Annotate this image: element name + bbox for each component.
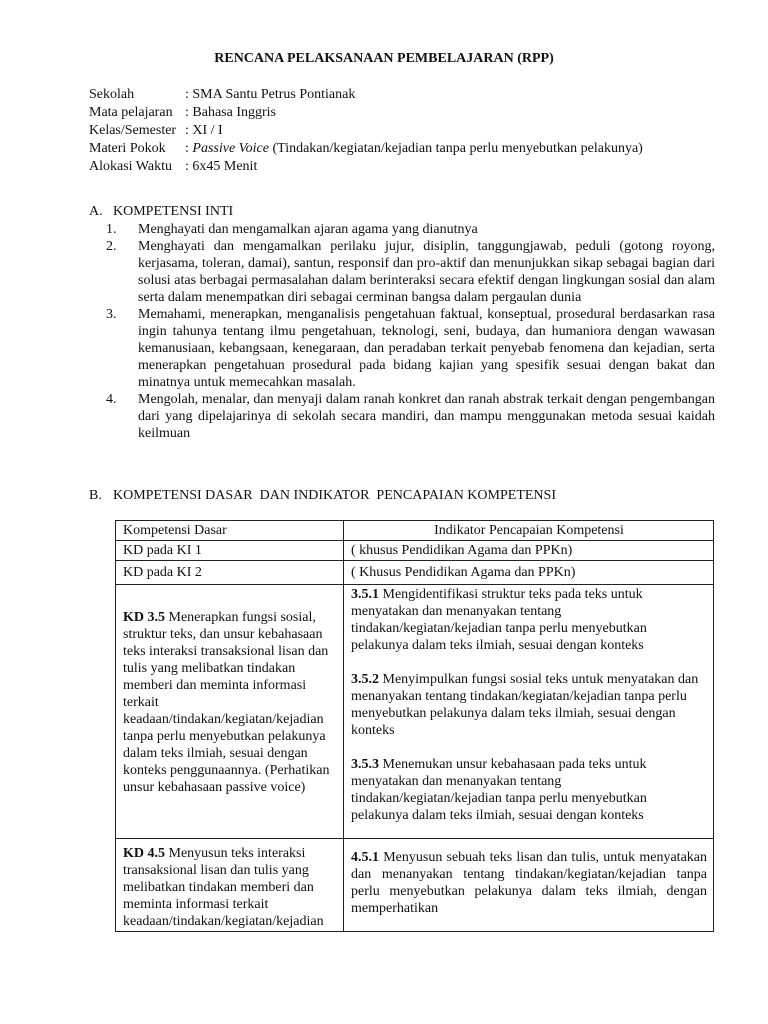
section-heading: A. KOMPETENSI INTI (89, 204, 234, 219)
meta-key: Alokasi Waktu (89, 159, 172, 174)
table-cell: ( Khusus Pendidikan Agama dan PPKn) (344, 561, 714, 585)
indicator-item: 4.5.1 Menyusun sebuah teks lisan dan tulis, untuk menyatakan dan menanyakan tentang tindakan/kegiatan/kejadian tanpa perlu menyebutkan pelakunya dalam teks ilmiah, dengan memperhatikan (351, 850, 707, 916)
meta-row-alokasi-waktu: Alokasi Waktu : 6x45 Menit (89, 159, 258, 174)
meta-row-kelas-semester: Kelas/Semester : XI / I (89, 123, 223, 138)
meta-value-italic: Passive Voice (192, 141, 269, 156)
indicator-item: 3.5.1 Mengidentifikasi struktur teks pada teks untuk menyatakan dan menanyakan tentang tindakan/kegiatan/kejadian tanpa perlu menyebutkan pelakunya dalam teks ilmiah, sesuai dengan konteks (351, 587, 647, 653)
meta-row-sekolah: Sekolah : SMA Santu Petrus Pontianak (89, 87, 356, 102)
kd-code: KD 3.5 (123, 610, 165, 625)
table-header-row (116, 521, 714, 541)
section-kompetensi-inti (89, 203, 715, 442)
table-row (116, 561, 714, 585)
kd-cell: KD 4.5 Menyusun teks interaksi transaksional lisan dan tulis yang melibatkan tindakan memberi dan meminta informasi terkait keadaan/tindakan/kegiatan/kejadian (116, 839, 344, 932)
table-cell: ( khusus Pendidikan Agama dan PPKn) (344, 541, 714, 561)
table-row (116, 541, 714, 561)
meta-key: Kelas/Semester (89, 123, 177, 138)
indicator-cell (344, 585, 714, 839)
page-title: RENCANA PELAKSANAAN PEMBELAJARAN (RPP) (214, 51, 554, 66)
meta-value: 6x45 Menit (192, 159, 258, 174)
indicator-item: 3.5.2 Menyimpulkan fungsi sosial teks untuk menyatakan dan menanyakan tentang tindakan/kegiatan/kejadian tanpa perlu menyebutkan pelakunya dalam teks ilmiah, sesuai dengan konteks (351, 672, 699, 738)
list-item: 2. Menghayati dan mengamalkan perilaku jujur, disiplin, tanggungjawab, peduli (gotong royong, kerjasama, toleran, damai), santun, responsif dan pro-aktif dan menunjukkan sikap sebagai bagian dari solusi atas berbagai permasalahan dalam berinteraksi secara efektif dengan lingkungan sosial dan alam serta dalam menempatkan diri sebagai cerminan bangsa dalam pergaulan dunia (106, 239, 715, 305)
meta-key: Mata pelajaran (89, 105, 173, 120)
table-header-cell: Indikator Pencapaian Kompetensi (344, 521, 714, 541)
kd-code: KD 4.5 (123, 846, 165, 861)
meta-value: (Tindakan/kegiatan/kejadian tanpa perlu menyebutkan pelakunya) (268, 141, 643, 156)
meta-key: Materi Pokok (89, 141, 166, 156)
section-kompetensi-dasar (89, 487, 715, 504)
ki-list (89, 221, 715, 442)
meta-row-mata-pelajaran: Mata pelajaran : Bahasa Inggris (89, 105, 276, 120)
identity-block (89, 86, 729, 176)
indicator-item: 3.5.3 Menemukan unsur kebahasaan pada teks untuk menyatakan dan menanyakan tentang tindakan/kegiatan/kejadian tanpa perlu menyebutkan pelakunya dalam teks ilmiah, sesuai dengan konteks (351, 757, 647, 823)
table-header-cell: Kompetensi Dasar (116, 521, 344, 541)
table-cell: KD pada KI 2 (116, 561, 344, 585)
list-item: 3. Memahami, menerapkan, menganalisis pengetahuan faktual, konseptual, prosedural berdasarkan rasa ingin tahunya tentang ilmu pengetahuan, teknologi, seni, budaya, dan humaniora dengan wawasan kemanusiaan, kebangsaan, kenegaraan, dan peradaban terkait penyebab fenomena dan kejadian, serta menerapkan pengetahuan prosedural pada bidang kajian yang spesifik sesuai dengan bakat dan minatnya untuk memecahkan masalah. (106, 307, 715, 390)
meta-key: Sekolah (89, 87, 135, 102)
kd-indikator-table (115, 520, 714, 932)
meta-value: SMA Santu Petrus Pontianak (192, 87, 356, 102)
list-item: 4. Mengolah, menalar, dan menyaji dalam ranah konkret dan ranah abstrak terkait dengan pengembangan dari yang dipelajarinya di sekolah secara mandiri, dan mampu menggunakan metoda sesuai kaidah keilmuan (106, 392, 715, 441)
table-row-kd35 (116, 585, 714, 839)
table-row-kd45 (116, 839, 714, 932)
meta-value: XI / I (192, 123, 223, 138)
list-item: 1. Menghayati dan mengamalkan ajaran agama yang dianutnya (106, 222, 478, 237)
meta-value: Bahasa Inggris (192, 105, 276, 120)
kd-cell: KD 3.5 Menerapkan fungsi sosial, struktur teks, dan unsur kebahasaan teks interaksi transaksional lisan dan tulis yang melibatkan tindakan memberi dan meminta informasi terkait keadaan/tindakan/kegiatan/kejadian tanpa perlu menyebutkan pelakunya dalam teks ilmiah, sesuai dengan konteks penggunaannya. (Perhatikan unsur kebahasaan passive voice) (116, 585, 344, 839)
meta-row-materi-pokok: Materi Pokok : Passive Voice (Tindakan/kegiatan/kejadian tanpa perlu menyebutkan pelakunya) (89, 141, 643, 156)
section-heading: B. KOMPETENSI DASAR DAN INDIKATOR PENCAPAIAN KOMPETENSI (89, 488, 556, 503)
table-cell: KD pada KI 1 (116, 541, 344, 561)
indicator-cell (344, 839, 714, 932)
